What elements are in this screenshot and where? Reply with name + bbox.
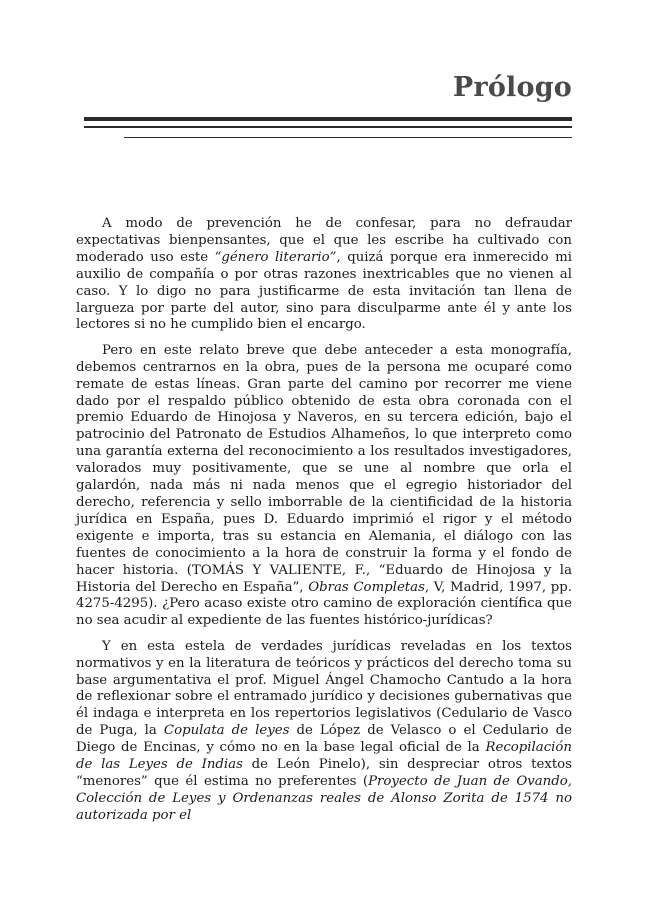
text-run-italic: Recopilación de las Leyes de Indias bbox=[76, 740, 572, 773]
text-run-italic: Copulata de leyes bbox=[163, 723, 290, 739]
text-run: de López de Velasco o el Cedulario de Diego de Encinas, y cómo no en la base legal oficial de la bbox=[76, 723, 572, 756]
text-run: , quizá porque era inmerecido mi auxilio de compañía o por otras razones inextricables que no vienen al caso. Y lo digo no para justificarme de esta invitación tan llena de largueza por parte del autor, sino para disculparme ante él y ante los lectores si no he cumplido bien el encargo. bbox=[76, 249, 572, 333]
text-run: Y en esta estela de verdades jurídicas reveladas en los textos normativos y en la literatura de teóricos y prácticos del derecho toma su base argumentativa el prof. Miguel Ángel Chamocho Cantudo a la hora de reflexionar sobre el entramado jurídico y decisiones gubernativas que él indaga e interpreta en los repertorios legislativos (Cedulario de Vasco de Puga, la bbox=[76, 638, 572, 739]
text-run: A modo de prevención he de confesar, para no defraudar expectativas bienpensantes, que el que les escribe ha cultivado con moderado uso este bbox=[76, 216, 572, 265]
text-run: Pero en este relato breve que debe anteceder a esta monografía, debemos centrarnos en la obra, pues de la persona me ocuparé como remate de estas líneas. Gran parte del camino por recorrer me viene dado por el respaldo público obtenido de esta obra coronada con el premio Eduardo de Hinojosa y Naveros, en su tercera edición, bajo el patrocinio del Patronato de Estudios Alhameños, lo que interpreto como una garantía externa del reconocimiento a los resultados investigadores, valorados muy positivamente, que se une al nombre que orla el galardón, nada más ni nada menos que el egregio historiador del derecho, referencia y sello imborrable de la cientificidad de la historia jurídica en España, pues D. Eduardo imprimió el rigor y el método exigente e importa, tras su estancia en Alemania, el diálogo con las fuentes de conocimiento a la hora de construir la forma y el fondo de hacer historia. (TOMÁS Y VALIENTE, F., “Eduardo de Hinojosa y la Historia del Derecho en España”, bbox=[76, 342, 572, 595]
text-run-italic: “género literario” bbox=[214, 249, 337, 265]
text-run: de León Pinelo), sin despreciar otros textos “menores” que él estima no preferentes ( bbox=[76, 757, 572, 789]
page-title: Prólogo bbox=[452, 72, 572, 103]
paragraph bbox=[76, 639, 572, 825]
paragraph bbox=[76, 343, 572, 630]
body-text bbox=[76, 216, 572, 833]
title-rule-medium bbox=[84, 126, 572, 128]
text-run: , V, Madrid, 1997, pp. 4275-4295). ¿Pero acaso existe otro camino de exploración científica que no sea acudir al expediente de las fuentes histórico-jurídicas? bbox=[76, 579, 573, 629]
title-rule-thin bbox=[124, 137, 572, 138]
text-run-italic: Obras Completas bbox=[308, 579, 425, 595]
text-run-italic: Proyecto de Juan de Ovando, Colección de Leyes y Ordenanzas reales de Alonso Zorita de 1574 no autorizada por el bbox=[76, 774, 572, 823]
paragraph bbox=[76, 216, 572, 334]
title-rule-thick bbox=[84, 117, 572, 121]
